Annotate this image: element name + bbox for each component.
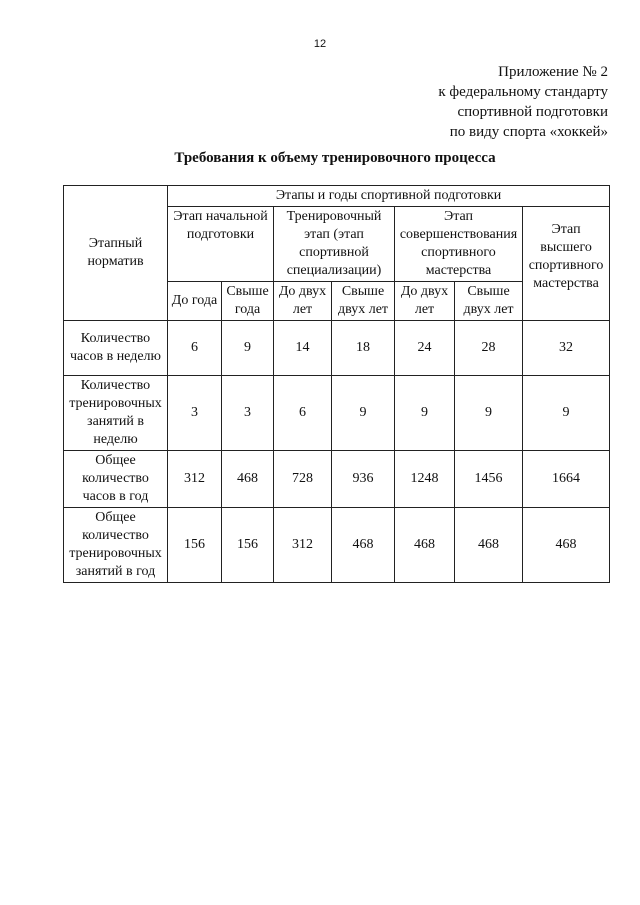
table-row [64, 508, 610, 583]
appendix-block [438, 62, 608, 142]
group-header: Этапы и годы спортивной подготовки [168, 186, 610, 207]
corner-header: Этапный норматив [64, 186, 168, 321]
table-cell: 468 [455, 508, 523, 583]
table-cell: 468 [523, 508, 610, 583]
table-cell: 3 [168, 376, 222, 451]
table-cell: 156 [168, 508, 222, 583]
table-cell: 728 [274, 451, 332, 508]
table-cell: 468 [332, 508, 395, 583]
subheader-over-two-years: Свыше двух лет [455, 282, 523, 321]
table-cell: 9 [395, 376, 455, 451]
row-label: Количество часов в неделю [64, 321, 168, 376]
table-cell: 6 [274, 376, 332, 451]
requirements-table [63, 185, 610, 583]
table-cell: 9 [332, 376, 395, 451]
subheader-over-year: Свыше года [222, 282, 274, 321]
table-cell: 28 [455, 321, 523, 376]
stage-header-higher: Этап высшего спортивного мастерства [523, 207, 610, 321]
table-row [64, 451, 610, 508]
appendix-line-1: Приложение № 2 [498, 64, 608, 80]
table-cell: 936 [332, 451, 395, 508]
stage-header-training: Тренировочный этап (этап спортивной специализации) [274, 207, 395, 282]
page-number: 12 [313, 38, 327, 50]
table-cell: 312 [168, 451, 222, 508]
appendix-line-2: к федеральному стандарту [438, 84, 608, 100]
table-cell: 156 [222, 508, 274, 583]
subheader-up-to-two-years: До двух лет [395, 282, 455, 321]
table-cell: 468 [222, 451, 274, 508]
appendix-line-3: спортивной подготовки [457, 104, 608, 120]
subheader-up-to-two-years: До двух лет [274, 282, 332, 321]
document-title: Требования к объему тренировочного процесса [174, 150, 496, 166]
header-row-1 [64, 186, 610, 207]
stage-header-improvement: Этап совершенствования спортивного мастерства [395, 207, 523, 282]
table-cell: 24 [395, 321, 455, 376]
table-row [64, 376, 610, 451]
table-cell: 312 [274, 508, 332, 583]
table-cell: 14 [274, 321, 332, 376]
appendix-line-4: по виду спорта «хоккей» [449, 124, 608, 140]
row-label: Количество тренировочных занятий в неделю [64, 376, 168, 451]
row-label: Общее количество тренировочных занятий в год [64, 508, 168, 583]
table-cell: 468 [395, 508, 455, 583]
row-label: Общее количество часов в год [64, 451, 168, 508]
table-cell: 3 [222, 376, 274, 451]
table-cell: 32 [523, 321, 610, 376]
table-cell: 6 [168, 321, 222, 376]
table-cell: 9 [222, 321, 274, 376]
table-cell: 9 [455, 376, 523, 451]
table-cell: 1456 [455, 451, 523, 508]
table-row [64, 321, 610, 376]
subheader-up-to-year: До года [168, 282, 222, 321]
table-cell: 18 [332, 321, 395, 376]
stage-header-initial: Этап начальной подготовки [168, 207, 274, 282]
subheader-over-two-years: Свыше двух лет [332, 282, 395, 321]
table-cell: 9 [523, 376, 610, 451]
table-cell: 1248 [395, 451, 455, 508]
table-cell: 1664 [523, 451, 610, 508]
